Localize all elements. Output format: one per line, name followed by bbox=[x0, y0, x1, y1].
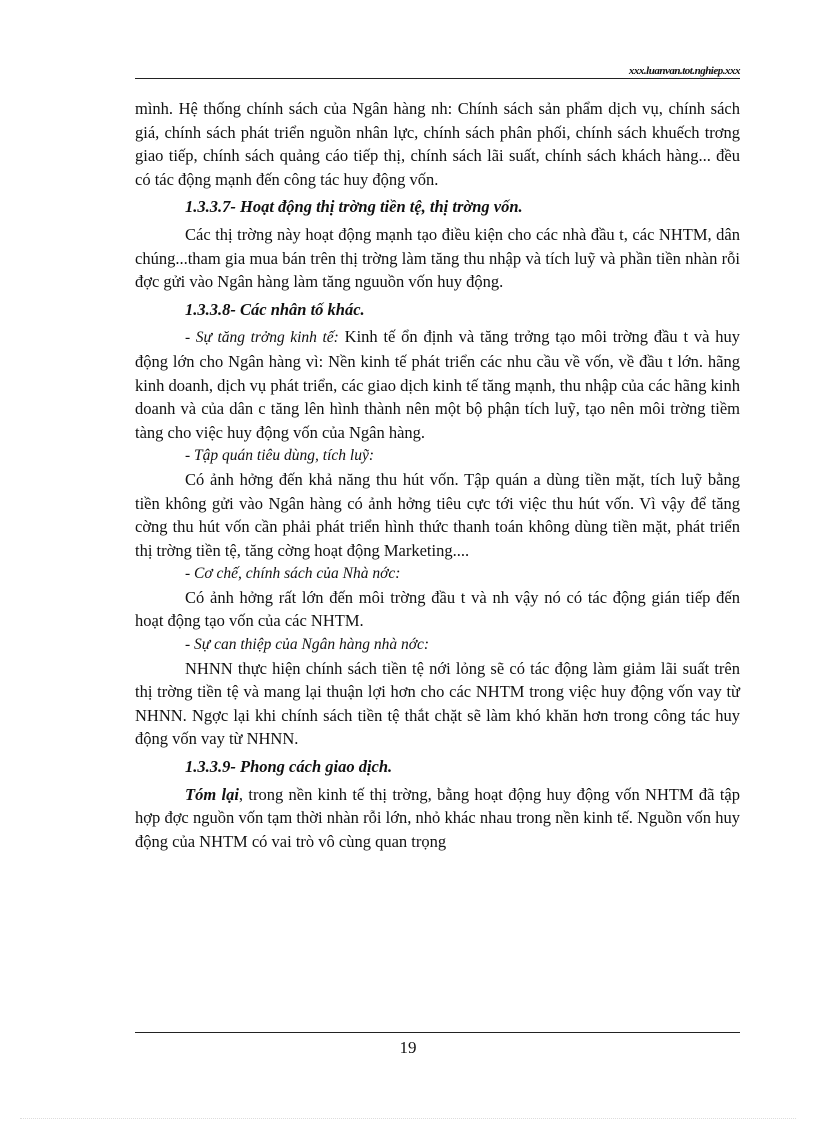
section-heading-1-3-3-9: 1.3.3.9- Phong cách giao dịch. bbox=[185, 757, 393, 777]
section-heading-1-3-3-8: 1.3.3.8- Các nhân tố khác. bbox=[185, 299, 365, 319]
footer-rule bbox=[135, 1032, 740, 1033]
header-running-title: xxx.luanvan.tot.nghiep.xxx bbox=[628, 65, 740, 77]
paragraph-economic-growth-text: Kinh tế ổn định và tăng trởng tạo môi trờng đầu t và huy động lớn cho Ngân hàng vì: Nền kinh tế phát triển các nhu cầu về vốn, về đầu t lớn. hãng kinh doanh, dịch vụ phát triển, các giao dịch kinh tế tăng mạnh, thu nhập của các hãng kinh doanh và của dân c tăng lên hình thành nên một bộ phận tích luỹ, tạo nên môi trờng tiềm tàng cho việc huy động vốn của Ngân hàng. bbox=[135, 327, 740, 442]
paragraph-state-policy: Có ảnh hởng rất lớn đến môi trờng đầu t và nh vậy nó có tác động gián tiếp đến hoạt động tạo vốn của các NHTM. bbox=[135, 587, 740, 631]
item-label-central-bank: - Sự can thiệp của Ngân hàng nhà nớc: bbox=[185, 636, 430, 654]
paragraph-conclusion-text: , trong nền kinh tế thị trờng, bằng hoạt động huy động vốn NHTM đã tập hợp đợc nguồn vốn tạm thời nhàn rỗi lớn, nhỏ khác nhau trong nền kinh tế. Nguồn vốn huy động của NHTM có vai trò vô cùng quan trọng bbox=[135, 784, 740, 851]
conclusion-lead: Tóm lại bbox=[185, 784, 239, 804]
paragraph-consumption-habits: Có ảnh hởng đến khả năng thu hút vốn. Tập quán a dùng tiền mặt, tích luỹ bằng tiền không gửi vào Ngân hàng có ảnh hởng tiêu cực tới việc thu hút vốn. Vì vậy để tăng cờng thu hút vốn cần phải phát triển hình thức thanh toán không dùng tiền mặt, phát triển thị trờng tiền tệ, tăng cờng hoạt động Marketing.... bbox=[135, 469, 740, 560]
bottom-dotted-border bbox=[20, 1118, 796, 1119]
item-label-state-policy: - Cơ chế, chính sách của Nhà nớc: bbox=[185, 565, 401, 583]
paragraph-economic-growth bbox=[135, 325, 740, 444]
item-label-economic-growth: - Sự tăng trởng kinh tế: bbox=[185, 329, 339, 347]
paragraph-2: Các thị trờng này hoạt động mạnh tạo điều kiện cho các nhà đầu t, các NHTM, dân chúng...tham gia mua bán trên thị trờng làm tăng thu nhập và tích luỹ và phần tiền nhàn rỗi đợc gửi vào Ngân hàng làm tăng nguuồn vốn huy động. bbox=[135, 224, 740, 292]
paragraph-conclusion bbox=[135, 783, 740, 854]
page-number: 19 bbox=[399, 1038, 417, 1057]
paragraph-1: mình. Hệ thống chính sách của Ngân hàng nh: Chính sách sản phẩm dịch vụ, chính sách giá, chính sách phát triển nguồn nhân lực, chính sách phân phối, chính sách khuếch trơng giao tiếp, chính sách quảng cáo tiếp thị, chính sách lãi suất, chính sách khách hàng... đều có tác động mạnh đến công tác huy động vốn. bbox=[135, 99, 740, 189]
paragraph-central-bank: NHNN thực hiện chính sách tiền tệ nới lỏng sẽ có tác động làm giảm lãi suất trên thị trờng tiền tệ và mang lại thuận lợi hơn cho các NHTM trong việc huy động vốn vay từ NHNN. Ngợc lại khi chính sách tiền tệ thắt chặt sẽ làm khó khăn hơn trong công tác huy động vốn vay từ NHNN. bbox=[135, 658, 740, 749]
document-body bbox=[135, 97, 740, 853]
section-heading-1-3-3-7: 1.3.3.7- Hoạt động thị trờng tiền tệ, thị trờng vốn. bbox=[185, 197, 523, 217]
header-rule bbox=[135, 78, 740, 79]
item-label-consumption-habits: - Tập quán tiêu dùng, tích luỹ: bbox=[185, 447, 374, 465]
